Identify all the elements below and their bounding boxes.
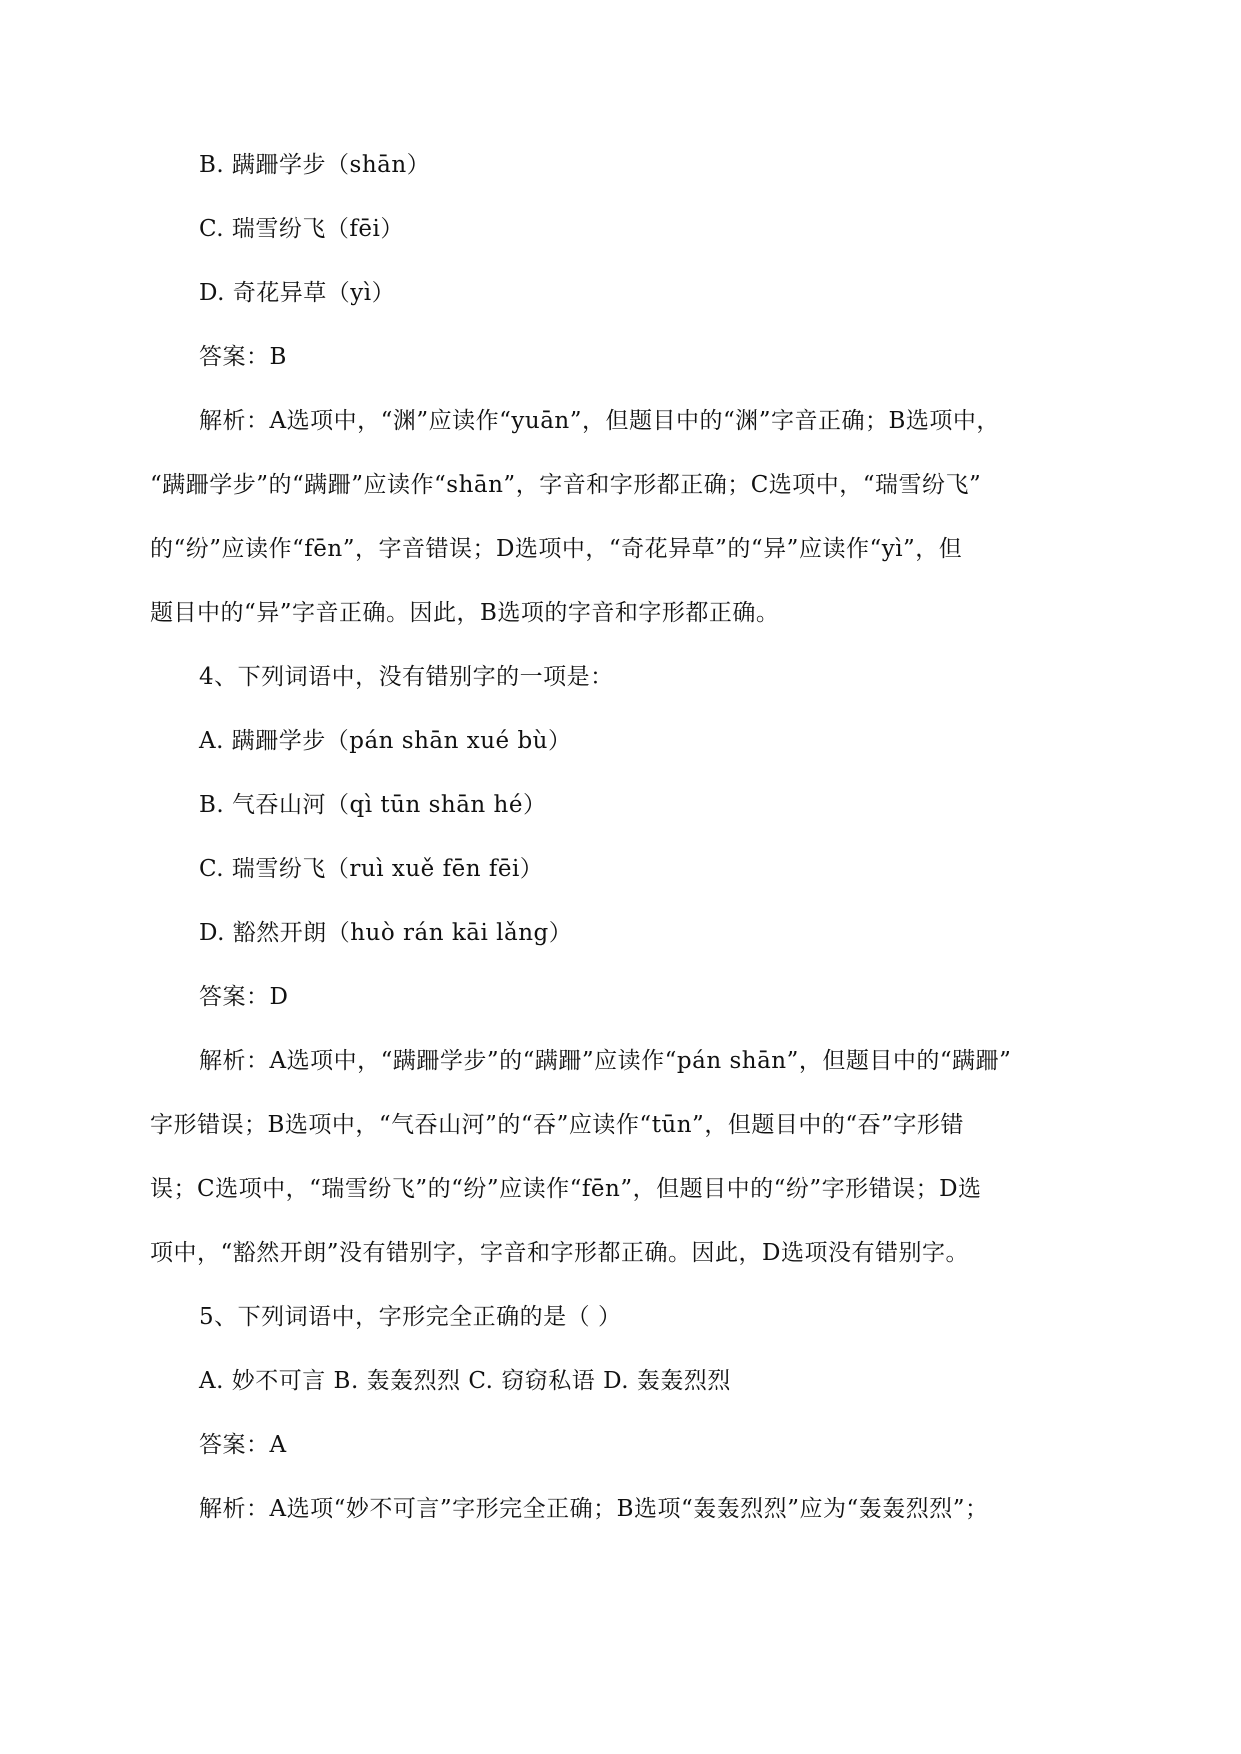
analysis-line: 误；C选项中，“瑞雪纷飞”的“纷”应读作“fēn”，但题目中的“纷”字形错误；D选 bbox=[150, 1176, 982, 1202]
analysis-line: “蹒跚学步”的“蹒跚”应读作“shān”，字音和字形都正确；C选项中，“瑞雪纷飞” bbox=[150, 472, 982, 498]
option-d-line: D. 奇花异草（yì） bbox=[199, 280, 396, 306]
question-line: 5、下列词语中，字形完全正确的是（ ） bbox=[199, 1304, 622, 1330]
options-line: A. 妙不可言 B. 轰轰烈烈 C. 窃窃私语 D. 轰轰烈烈 bbox=[199, 1368, 731, 1394]
option-d-line: D. 豁然开朗（huò rán kāi lǎng） bbox=[199, 920, 573, 946]
option-b-line: B. 气吞山河（qì tūn shān hé） bbox=[199, 792, 547, 818]
analysis-line: 解析：A选项中，“蹒跚学步”的“蹒跚”应读作“pán shān”，但题目中的“蹒跚” bbox=[199, 1048, 1012, 1074]
option-c-line: C. 瑞雪纷飞（fēi） bbox=[199, 216, 404, 242]
analysis-line: 字形错误；B选项中，“气吞山河”的“吞”应读作“tūn”，但题目中的“吞”字形错 bbox=[150, 1112, 964, 1138]
analysis-line: 项中，“豁然开朗”没有错别字，字音和字形都正确。因此，D选项没有错别字。 bbox=[150, 1240, 969, 1266]
analysis-line: 的“纷”应读作“fēn”，字音错误；D选项中，“奇花异草”的“异”应读作“yì”，但 bbox=[150, 536, 963, 562]
question-line: 4、下列词语中，没有错别字的一项是： bbox=[199, 664, 614, 690]
answer-line: 答案：D bbox=[199, 984, 289, 1010]
option-c-line: C. 瑞雪纷飞（ruì xuě fēn fēi） bbox=[199, 856, 544, 882]
answer-line: 答案：B bbox=[199, 344, 287, 370]
option-a-line: A. 蹒跚学步（pán shān xué bù） bbox=[199, 728, 572, 754]
option-b-line: B. 蹒跚学步（shān） bbox=[199, 152, 431, 178]
analysis-line: 解析：A选项中，“渊”应读作“yuān”，但题目中的“渊”字音正确；B选项中， bbox=[199, 408, 1000, 434]
answer-line: 答案：A bbox=[199, 1432, 287, 1458]
analysis-line: 题目中的“异”字音正确。因此，B选项的字音和字形都正确。 bbox=[150, 600, 780, 626]
analysis-line: 解析：A选项“妙不可言”字形完全正确；B选项“轰轰烈烈”应为“轰轰烈烈”； bbox=[199, 1496, 989, 1522]
